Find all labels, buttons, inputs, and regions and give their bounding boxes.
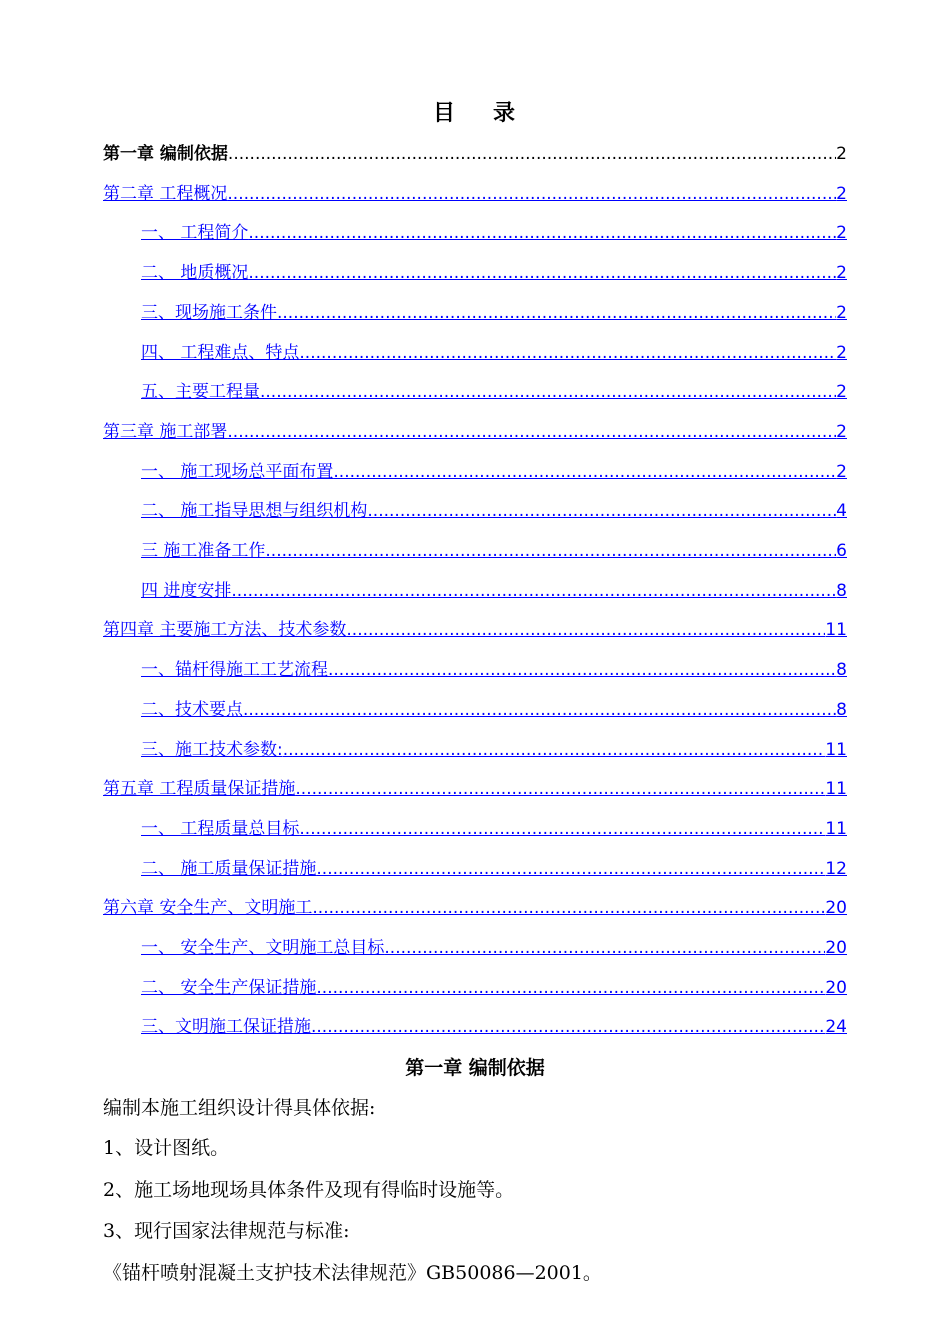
toc-leader-dots [316,977,825,999]
toc-entry-label: 第二章 工程概况 [103,183,228,204]
toc-entry-label: 二、 地质概况 [141,263,249,284]
toc-page-number: 20 [825,977,847,998]
toc-title-left: 目 [432,101,457,126]
toc-section-entry[interactable] [141,492,847,522]
toc-leader-dots [228,143,836,165]
toc-leader-dots [227,421,836,443]
toc-leader-dots [277,302,836,324]
toc-page-number: 2 [836,461,847,482]
toc-entry-label: 二、 安全生产保证措施 [141,977,317,998]
toc-leader-dots [248,222,836,244]
toc-section-entry[interactable] [141,453,847,483]
toc-section-entry[interactable] [141,969,847,999]
toc-entry-label: 三、文明施工保证措施 [141,1017,311,1038]
toc-entry-label: 二、 施工质量保证措施 [141,858,317,879]
toc-leader-dots [311,1016,825,1038]
toc-leader-dots [316,858,825,880]
toc-section-entry[interactable] [141,929,847,959]
toc-page-number: 8 [836,580,847,601]
toc-entry-label: 第五章 工程质量保证措施 [103,779,296,800]
toc-leader-dots [333,461,836,483]
toc-leader-dots [367,500,836,522]
toc-section-entry[interactable] [141,810,847,840]
toc-section-entry[interactable] [141,651,847,681]
toc-leader-dots [295,778,825,800]
toc-leader-dots [299,342,836,364]
toc-entry-label: 五、主要工程量 [141,382,260,403]
toc-page-number: 11 [825,818,847,839]
toc-page-number: 2 [836,263,847,284]
toc-leader-dots [227,183,836,205]
body-paragraph: 1、设计图纸。 [103,1137,230,1159]
toc-section-entry[interactable] [141,850,847,880]
chapter-heading: 第一章 编制依据 [405,1057,545,1079]
toc-entry-label: 第三章 施工部署 [103,421,228,442]
toc-leader-dots [384,937,825,959]
toc-entry-label: 二、 施工指导思想与组织机构 [141,501,368,522]
toc-page-number: 11 [825,739,847,760]
toc-entry-label: 一、 安全生产、文明施工总目标 [141,938,385,958]
toc-entry-label: 一、 工程质量总目标 [141,818,300,839]
toc-chapter-entry[interactable] [103,611,847,641]
toc-entry-label: 第一章 编制依据 [103,144,228,164]
toc-page-number: 2 [836,421,847,442]
toc-leader-dots [346,619,825,641]
toc-section-entry[interactable] [141,1008,847,1038]
toc-leader-dots [231,580,836,602]
toc-section-entry[interactable] [141,214,847,244]
toc-entry-label: 一、 施工现场总平面布置 [141,461,334,482]
toc-page-number: 24 [825,1017,847,1038]
toc-page-number: 2 [836,183,847,204]
toc-leader-dots [265,540,836,562]
toc-entry-label: 第四章 主要施工方法、技术参数 [103,620,347,641]
toc-page-number: 2 [836,302,847,323]
toc-title-right: 录 [493,101,518,126]
body-paragraph: 编制本施工组织设计得具体依据: [103,1097,376,1119]
toc-section-entry[interactable] [141,731,847,761]
toc-chapter-entry[interactable] [103,889,847,919]
toc-entry-label: 二、技术要点 [141,699,243,720]
toc-page-number: 6 [836,541,847,561]
toc-page-number: 11 [825,620,847,641]
toc-entry-label: 三 施工准备工作 [141,541,266,561]
toc-page-number: 2 [836,223,847,244]
toc-chapter-entry [103,135,847,165]
toc-page-number: 2 [836,342,847,363]
toc-entry-label: 四 进度安排 [141,580,232,601]
body-paragraph: 2、施工场地现场具体条件及现有得临时设施等。 [103,1179,515,1201]
toc-leader-dots [248,262,836,284]
toc-entry-label: 三、施工技术参数: [141,739,283,760]
toc-chapter-entry[interactable] [103,770,847,800]
body-paragraph: 3、现行国家法律规范与标准: [103,1220,350,1242]
toc-entry-label: 三、现场施工条件 [141,302,277,323]
toc-section-entry[interactable] [141,254,847,284]
toc-page-number: 8 [836,699,847,720]
toc-leader-dots [299,818,825,840]
toc-chapter-entry[interactable] [103,175,847,205]
toc-section-entry[interactable] [141,691,847,721]
toc-section-entry[interactable] [141,334,847,364]
toc-entry-label: 四、 工程难点、特点 [141,342,300,363]
toc-page-number: 11 [825,779,847,800]
toc-leader-dots [283,739,826,761]
toc-leader-dots [312,897,825,919]
toc-entry-label: 第六章 安全生产、文明施工 [103,898,313,919]
toc-entry-label: 一、 工程简介 [141,223,249,244]
toc-page-number: 2 [836,382,847,403]
toc-page-number: 20 [825,898,847,919]
toc-entry-label: 一、锚杆得施工工艺流程 [141,660,328,681]
toc-page-number: 4 [836,501,847,522]
toc-chapter-entry[interactable] [103,413,847,443]
toc-section-entry[interactable] [141,373,847,403]
toc-leader-dots [260,381,836,403]
toc-leader-dots [243,699,836,721]
toc-page-number: 12 [825,858,847,879]
toc-section-entry[interactable] [141,572,847,602]
toc-section-entry[interactable] [141,294,847,324]
toc-page-number: 8 [836,660,847,681]
toc-page-number: 20 [825,938,847,958]
toc-leader-dots [328,659,836,681]
toc-page-number: 2 [836,144,847,164]
toc-title [0,96,950,127]
body-paragraph: 《锚杆喷射混凝土支护技术法律规范》GB50086—2001。 [103,1262,602,1284]
toc-section-entry[interactable] [141,532,847,562]
